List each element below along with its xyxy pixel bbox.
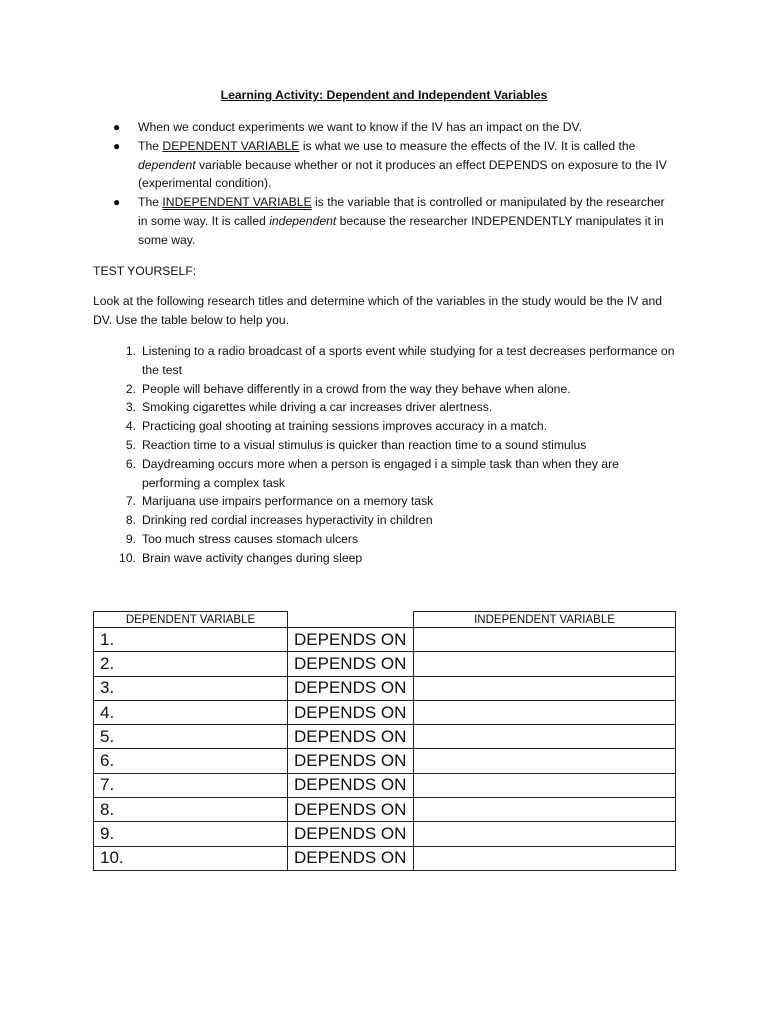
list-number: 3.: [125, 400, 136, 415]
dv-cell[interactable]: 9.: [94, 822, 288, 846]
test-heading: TEST YOURSELF:: [93, 264, 197, 278]
iv-cell[interactable]: [414, 700, 676, 724]
list-text: Practicing goal shooting at training sessions improves accuracy in a match.: [142, 419, 548, 434]
list-number: 5.: [125, 437, 136, 452]
bullet-icon: ●: [113, 195, 121, 210]
list-text: Too much stress causes stomach ulcers: [142, 531, 359, 546]
list-number: 4.: [125, 419, 136, 434]
bullet-text: The: [138, 195, 163, 210]
dv-cell[interactable]: 2.: [94, 652, 288, 676]
list-item: [93, 342, 675, 380]
bullet-icon: ●: [113, 138, 121, 153]
list-text: Smoking cigarettes while driving a car increases driver alertness.: [142, 400, 493, 415]
list-number: 7.: [125, 494, 136, 509]
list-item: [93, 398, 675, 417]
dv-cell[interactable]: 10.: [94, 846, 288, 870]
table-row: [94, 628, 676, 652]
iv-cell[interactable]: [414, 822, 676, 846]
bullet-text: The: [138, 138, 163, 153]
list-text: Reaction time to a visual stimulus is quicker than reaction time to a sound stimulus: [142, 437, 587, 452]
depends-on-cell: DEPENDS ON: [288, 652, 414, 676]
bullet-text: is the variable that is controlled or manipulated by the researcher in some way. It is called: [138, 195, 665, 228]
iv-cell[interactable]: [414, 846, 676, 870]
iv-cell[interactable]: [414, 749, 676, 773]
dependent-variable-term: DEPENDENT VARIABLE: [162, 138, 300, 153]
list-number: 8.: [125, 513, 136, 528]
list-item: [93, 549, 675, 568]
list-number: 10.: [119, 550, 136, 565]
list-text: Daydreaming occurs more when a person is engaged i a simple task than when they are performing a complex task: [142, 456, 619, 490]
depends-on-cell: DEPENDS ON: [288, 628, 414, 652]
bullet-icon: ●: [113, 120, 121, 134]
iv-cell[interactable]: [414, 798, 676, 822]
list-item: [93, 511, 675, 530]
table-row: [94, 773, 676, 797]
table-row: [94, 822, 676, 846]
iv-cell[interactable]: [414, 652, 676, 676]
list-text: Marijuana use impairs performance on a memory task: [142, 494, 434, 509]
header-independent-variable: INDEPENDENT VARIABLE: [414, 612, 676, 628]
dv-cell[interactable]: 5.: [94, 725, 288, 749]
dv-cell[interactable]: 4.: [94, 700, 288, 724]
header-middle: [288, 612, 414, 628]
research-title-list: [93, 342, 675, 568]
list-number: 6.: [125, 456, 136, 471]
bullet-text: variable because whether or not it produces an effect DEPENDS on exposure to the IV (experimental condition).: [138, 157, 667, 191]
definition-list: [93, 118, 675, 250]
list-text: Brain wave activity changes during sleep: [142, 550, 363, 565]
independent-variable-term: INDEPENDENT VARIABLE: [162, 195, 312, 210]
list-text: People will behave differently in a crowd from the way they behave when alone.: [142, 381, 571, 396]
table-row: [94, 700, 676, 724]
header-dependent-variable: DEPENDENT VARIABLE: [94, 612, 288, 628]
list-number: 2.: [125, 381, 136, 396]
table-row: [94, 798, 676, 822]
bullet-item: [93, 118, 675, 137]
list-text: Drinking red cordial increases hyperactivity in children: [142, 513, 433, 528]
table-row: [94, 846, 676, 870]
depends-on-cell: DEPENDS ON: [288, 725, 414, 749]
depends-on-cell: DEPENDS ON: [288, 700, 414, 724]
emphasis-text: independent: [269, 213, 337, 228]
list-text: Listening to a radio broadcast of a sports event while studying for a test decreases performance on the test: [142, 344, 675, 377]
bullet-item: [93, 193, 675, 249]
dv-cell[interactable]: 6.: [94, 749, 288, 773]
page-title: Learning Activity: Dependent and Independent Variables: [220, 88, 548, 102]
depends-on-cell: DEPENDS ON: [288, 798, 414, 822]
table-header-row: [94, 612, 676, 628]
dv-cell[interactable]: 3.: [94, 676, 288, 700]
dv-cell[interactable]: 7.: [94, 773, 288, 797]
instructions-paragraph: Look at the following research titles and determine which of the variables in the study would be the IV and DV. Use the table below to help you.: [93, 294, 663, 327]
bullet-text: When we conduct experiments we want to know if the IV has an impact on the DV.: [138, 120, 582, 134]
bullet-text: is what we use to measure the effects of the IV. It is called the: [299, 138, 636, 153]
table-row: [94, 652, 676, 676]
list-item: [93, 436, 675, 455]
depends-on-cell: DEPENDS ON: [288, 676, 414, 700]
emphasis-text: dependent: [138, 157, 196, 172]
table-row: [94, 676, 676, 700]
iv-cell[interactable]: [414, 773, 676, 797]
list-item: [93, 492, 675, 511]
iv-cell[interactable]: [414, 725, 676, 749]
depends-on-cell: DEPENDS ON: [288, 773, 414, 797]
answer-table: [93, 611, 676, 871]
table-row: [94, 725, 676, 749]
bullet-text: because the researcher INDEPENDENTLY manipulates it in some way.: [138, 213, 664, 247]
list-item: [93, 380, 675, 399]
list-number: 1.: [125, 344, 136, 358]
list-item: [93, 417, 675, 436]
iv-cell[interactable]: [414, 676, 676, 700]
list-item: [93, 530, 675, 549]
list-item: [93, 455, 675, 493]
iv-cell[interactable]: [414, 628, 676, 652]
dv-cell[interactable]: 1.: [94, 628, 288, 652]
depends-on-cell: DEPENDS ON: [288, 822, 414, 846]
bullet-item: [93, 137, 675, 193]
table-row: [94, 749, 676, 773]
list-number: 9.: [125, 531, 136, 546]
depends-on-cell: DEPENDS ON: [288, 846, 414, 870]
depends-on-cell: DEPENDS ON: [288, 749, 414, 773]
dv-cell[interactable]: 8.: [94, 798, 288, 822]
